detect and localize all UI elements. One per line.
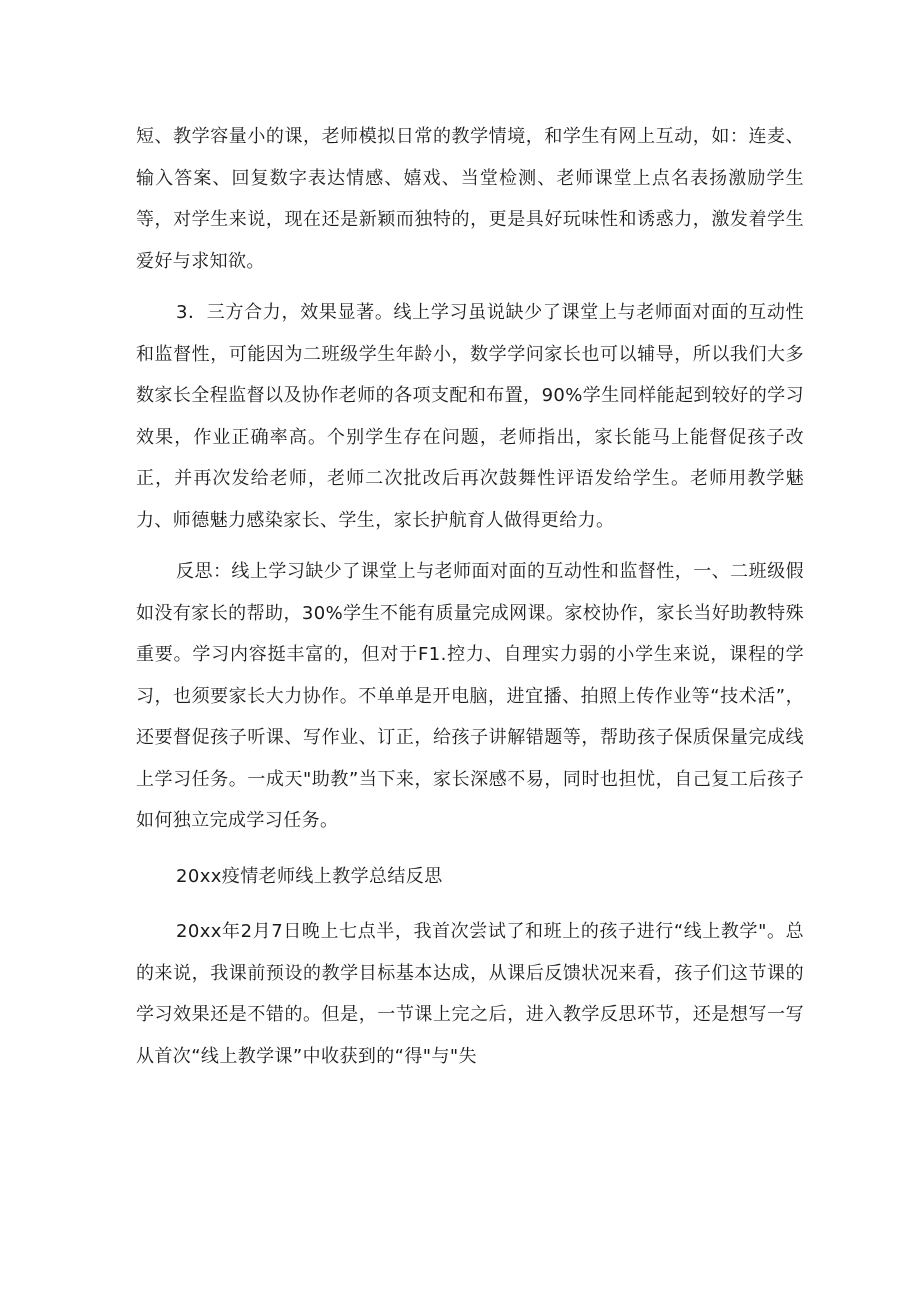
paragraph-first-online-lesson: 20xx年2月7日晚上七点半，我首次尝试了和班上的孩子进行“线上教学"。总的来说，我课前预设的教学目标基本达成，从课后反馈状况来看，孩子们这节课的学习效果还是不错的。但是，一节课上完之后，进入教学反思环节，还是想写一写从首次“线上教学课”中收获到的“得"与"失 [136,921,804,1067]
paragraph-three-way-cooperation: 3．三方合力，效果显著。线上学习虽说缺少了课堂上与老师面对面的互动性和监督性，可能因为二班级学生年龄小，数学学问家长也可以辅导，所以我们大多数家长全程监督以及协作老师的各项支配和布置，90%学生同样能起到较好的学习效果，作业正确率高。个别学生存在问题，老师指出，家长能马上能督促孩子改正，并再次发给老师，老师二次批改后再次鼓舞性评语发给学生。老师用教学魅力、师德魅力感染家长、学生，家长护航育人做得更给力。 [136,302,804,531]
paragraph-spacer [136,541,804,551]
paragraph-reflection: 反思：线上学习缺少了课堂上与老师面对面的互动性和监督性，一、二班级假如没有家长的帮助，30%学生不能有质量完成网课。家校协作，家长当好助教特殊重要。学习内容挺丰富的，但对于F1.控力、自理实力弱的小学生来说，课程的学习，也须要家长大力协作。不单单是开电脑，进宜播、拍照上传作业等“技术活”，还要督促孩子听课、写作业、订正，给孩子讲解错题等，帮助孩子保质保量完成线上学习任务。一成天"助教”当下来，家长深感不易，同时也担忧，自己复工后孩子如何独立完成学习任务。 [136,561,804,831]
paragraph-interaction-description: 短、教学容量小的课，老师模拟日常的教学情境，和学生有网上互动，如：连麦、输入答案、回复数字表达情感、嬉戏、当堂检测、老师课堂上点名表扬激励学生等，对学生来说，现在还是新颖而独特的，更是具好玩味性和诱惑力，激发着学生爱好与求知欲。 [136,126,804,272]
document-body [136,116,804,1077]
paragraph-spacer [136,282,804,292]
paragraph-spacer [136,842,804,856]
section-title: 20xx疫情老师线上教学总结反思 [176,865,443,887]
paragraph-spacer [136,897,804,911]
